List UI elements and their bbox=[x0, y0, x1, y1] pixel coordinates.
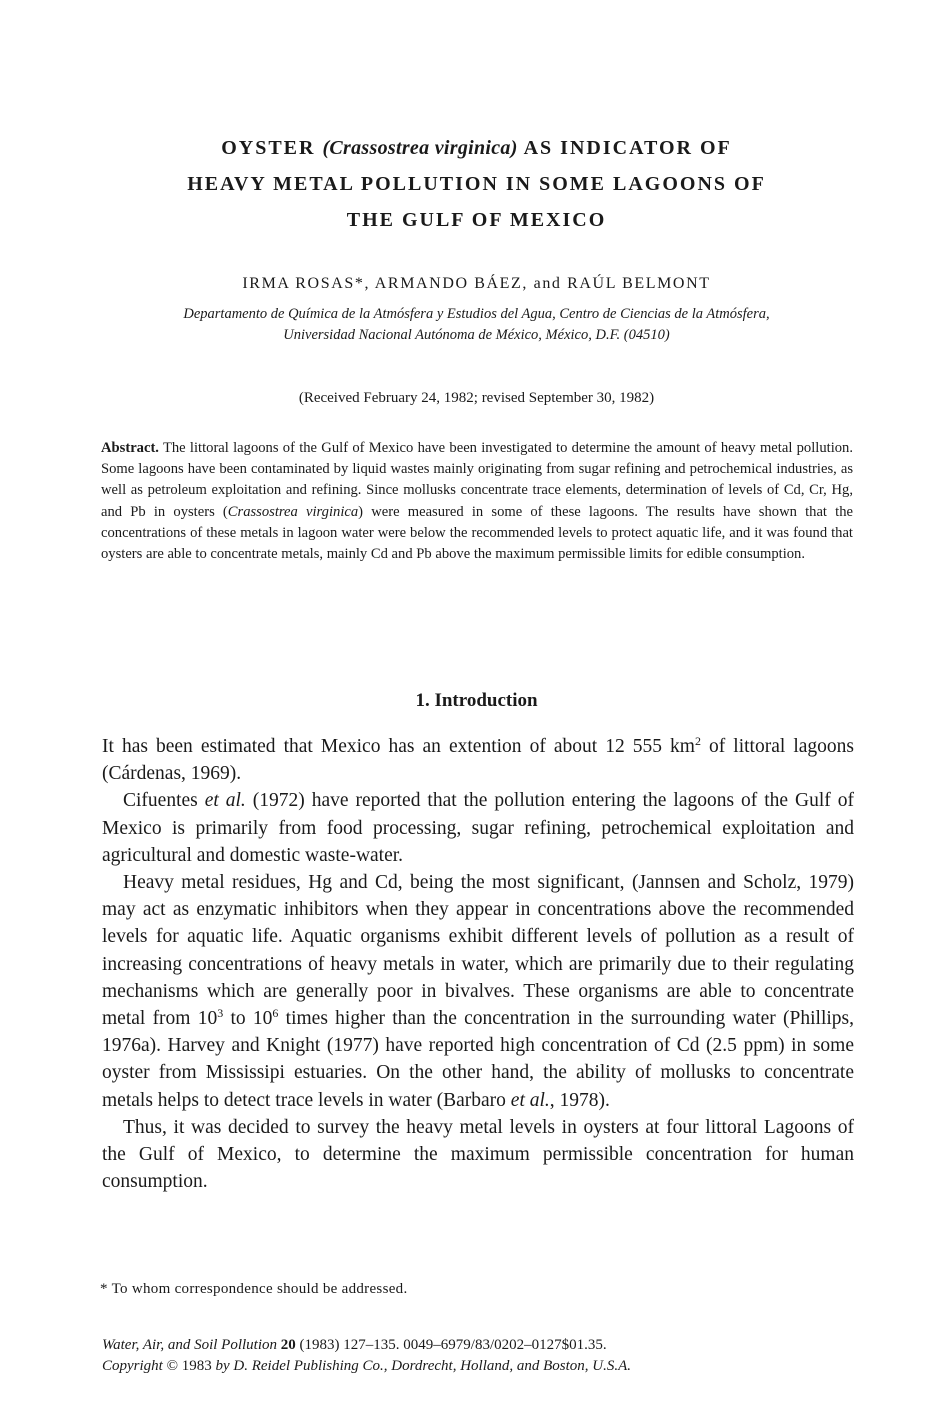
paragraph: Thus, it was decided to survey the heavy metal levels in oysters at four littoral Lagoons of the Gulf of Mexico, to determine the maximum permissible concentration for human consumption. bbox=[102, 1116, 854, 1193]
affiliation-line-1: Departamento de Química de la Atmósfera y Estudios del Agua, Centro de Ciencias de la Atmósfera, bbox=[183, 306, 770, 322]
abstract: Abstract. The littoral lagoons of the Gulf of Mexico have been investigated to determine the amount of heavy metal pollution. Some lagoons have been contaminated by liquid wastes mainly originating from sugar refining and petrochemical industries, as well as petroleum exploitation and refining. Since mollusks concentrate trace elements, determination of levels of Cd, Cr, Hg, and Pb in oysters (Crassostrea virginica) were measured in some of these lagoons. The results have shown that the concentrations of these metals in lagoon water were below the recommended levels to protect aquatic life, and it was found that oysters are able to concentrate metals, mainly Cd and Pb above the maximum permissible limits for edible consumption. bbox=[101, 440, 853, 563]
affiliation-line-2: Universidad Nacional Autónoma de México, México, D.F. (04510) bbox=[283, 327, 670, 343]
abstract-label: Abstract. bbox=[101, 440, 159, 456]
paragraph: Heavy metal residues, Hg and Cd, being the most significant, (Jannsen and Scholz, 1979) may act as enzymatic inhibitors when they appear in concentrations above the recommended levels for aquatic life. Aquatic organisms exhibit different levels of pollution as a result of increasing concentrations of heavy metals in water, which are primarily due to their regulating mechanisms which are generally poor in bivalves. These organisms are able to concentrate metal from $10^3$ to $10^6$ times higher than the concentration in the surrounding water (Phillips, 1976a). Harvey and Knight (1977) have reported high concentration of Cd (2.5 ppm) in some oyster from Mississipi estuaries. On the other hand, the ability of mollusks to concentrate metals helps to detect trace levels in water (Barbaro et al., 1978). bbox=[102, 872, 855, 1111]
species-name: (Crassostrea virginica) bbox=[322, 137, 518, 159]
introduction-body bbox=[102, 733, 854, 1195]
footnote: * To whom correspondence should be addressed. bbox=[100, 1281, 408, 1297]
affiliation bbox=[100, 304, 853, 346]
author-list: IRMA ROSAS*, ARMANDO BÁEZ, and RAÚL BELMONT bbox=[242, 275, 711, 292]
title-line-1: OYSTER (Crassostrea virginica) AS INDICATOR OF bbox=[221, 137, 732, 159]
received-dates: (Received February 24, 1982; revised September 30, 1982) bbox=[298, 390, 655, 406]
paragraph: It has been estimated that Mexico has an extention of about 12 555 $km^2$ of littoral lagoons (Cárdenas, 1969). bbox=[102, 734, 854, 785]
section-heading: 1. Introduction bbox=[415, 690, 538, 711]
title-line-2: HEAVY METAL POLLUTION IN SOME LAGOONS OF bbox=[187, 173, 766, 195]
journal-line: Water, Air, and Soil Pollution 20 (1983) 127–135. 0049–6979/83/0202–0127$01.35. bbox=[102, 1337, 607, 1353]
title-line-3: THE GULF OF MEXICO bbox=[346, 209, 607, 231]
journal-citation bbox=[102, 1335, 631, 1377]
paragraph: Cifuentes et al. (1972) have reported that the pollution entering the lagoons of the Gulf of Mexico is primarily from food processing, sugar refining, petrochemical exploitation and agricultural and domestic waste-water. bbox=[102, 790, 854, 866]
paper-title bbox=[100, 130, 853, 238]
copyright-line: Copyright © 1983 by D. Reidel Publishing Co., Dordrecht, Holland, and Boston, U.S.A. bbox=[102, 1358, 632, 1374]
